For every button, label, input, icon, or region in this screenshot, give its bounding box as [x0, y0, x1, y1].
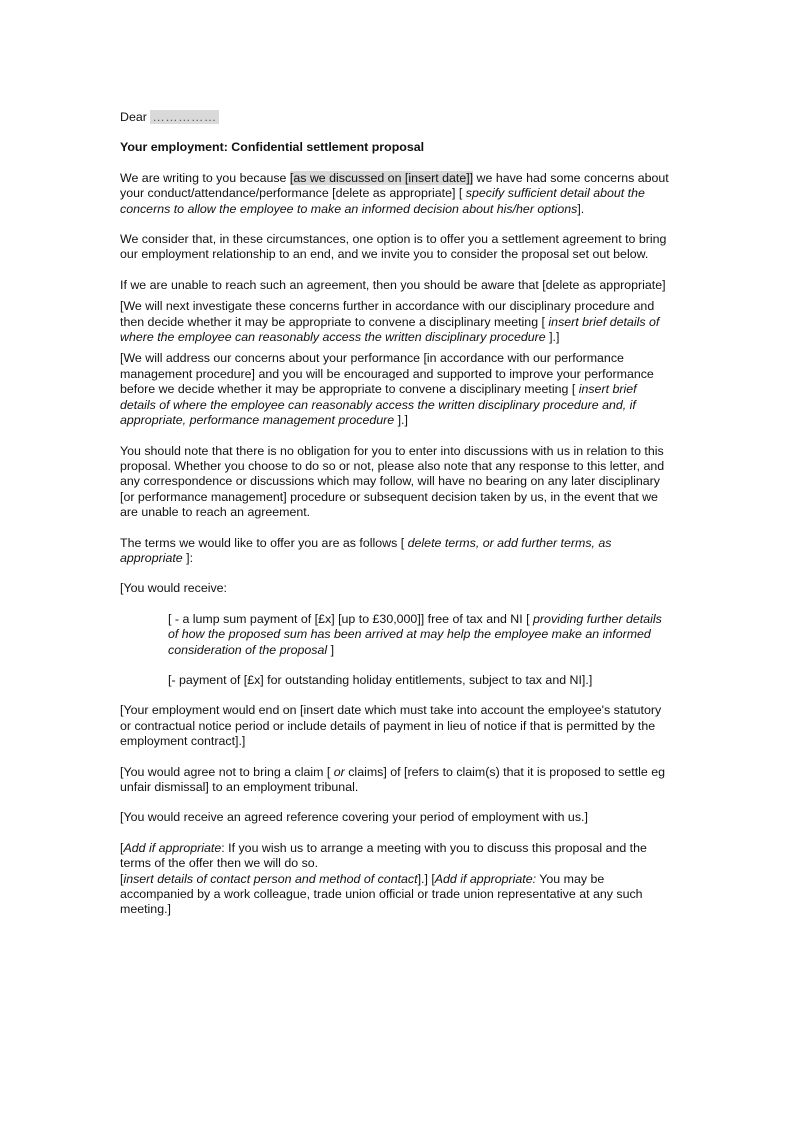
italic-instruction: delete terms, or add further terms, as appropriate: [120, 535, 612, 565]
text-run: [You would agree not to bring a claim [: [120, 764, 334, 779]
letter-subject: Your employment: Confidential settlement proposal: [120, 140, 425, 155]
letter-body: [120, 110, 675, 933]
highlighted-placeholder[interactable]: [as we discussed on [insert date]]: [289, 170, 474, 185]
italic-instruction: insert brief details of where the employee can reasonably access the written disciplinary procedure: [120, 314, 660, 345]
salutation: [120, 110, 675, 125]
text-run: ].]: [394, 413, 408, 428]
italic-instruction: specify sufficient detail about the concerns to allow the employee to make an informed decision about his/her options: [120, 186, 645, 216]
text-run: We are writing to you because: [120, 170, 290, 185]
paragraph-settlement-option: We consider that, in these circumstances, one option is to offer you a settlement agreement to bring our employment relationship to an end, and we invite you to consider the proposal set out below.: [120, 232, 667, 262]
italic-instruction: Add if appropriate:: [434, 871, 537, 886]
paragraph-contact: [120, 872, 675, 918]
text-run: ].] [: [417, 871, 435, 886]
paragraph-meeting: [120, 841, 675, 872]
text-run: ].: [577, 201, 585, 216]
italic-instruction: Add if appropriate: [123, 840, 222, 855]
paragraph-no-claim: [120, 765, 675, 796]
text-run: [We will next investigate these concerns further in accordance with our disciplinary procedure and then decide whether it may be appropriate to convene a disciplinary meeting [: [120, 299, 655, 329]
paragraph-performance-option: [120, 351, 675, 428]
paragraph-you-would-receive: [You would receive:: [120, 581, 227, 596]
text-run: You may be accompanied by a work colleague, trade union official or trade union representative at any such meeting.]: [120, 871, 643, 917]
paragraph-employment-end: [Your employment would end on [insert date which must take into account the employee's statutory or contractual notice period or include details of payment in lieu of notice if that is permitted by the employment contract].]: [120, 703, 662, 749]
recipient-name-placeholder[interactable]: ……………: [152, 110, 217, 124]
italic-instruction: providing further details of how the proposed sum has been arrived at may help the employee make an informed consideration of the proposal: [168, 611, 662, 657]
paragraph-terms-intro: [120, 536, 675, 567]
paragraph-if-unable: If we are unable to reach such an agreement, then you should be aware that [delete as appropriate]: [120, 277, 666, 292]
paragraph-reference: [You would receive an agreed reference covering your period of employment with us.]: [120, 810, 588, 825]
paragraph-no-obligation: You should note that there is no obligation for you to enter into discussions with us in relation to this proposal. Whether you choose to do so or not, please also note that any response to this letter, and any correspondence or discussions which may follow, will have no bearing on any later disciplinary [or performance management] procedure or subsequent decision taken by us, in the event that we are unable to reach an agreement.: [120, 443, 665, 520]
text-run: [We will address our concerns about your performance [in accordance with our performance management procedure] and you will be encouraged and supported to improve your performance before we decide whether it may be appropriate to convene a disciplinary meeting [: [120, 351, 654, 397]
text-run: : If you wish us to arrange a meeting with you to discuss this proposal and the terms of the offer then we will do so.: [120, 840, 647, 871]
text-run: we have had some concerns about your conduct/attendance/performance [delete as appropriate] [: [120, 170, 669, 201]
text-run: ]: [327, 642, 335, 657]
text-run: [: [120, 871, 124, 886]
text-run: The terms we would like to offer you are as follows [: [120, 535, 408, 550]
salutation-prefix: Dear: [120, 110, 147, 124]
term-lump-sum: [168, 612, 675, 658]
paragraph-disciplinary-option: [120, 299, 675, 345]
text-run: ].]: [545, 330, 560, 345]
term-holiday-payment: [- payment of [£x] for outstanding holiday entitlements, subject to tax and NI].]: [168, 672, 593, 687]
italic-word: or: [333, 764, 345, 779]
italic-instruction: insert brief details of where the employee can reasonably access the written disciplinary procedure and, if appropriate, performance management procedure: [120, 382, 637, 428]
text-run: [: [120, 840, 124, 855]
italic-instruction: insert details of contact person and method of contact: [123, 871, 418, 886]
paragraph-concerns: [120, 171, 675, 217]
text-run: [ - a lump sum payment of [£x] [up to £30,000]] free of tax and NI [: [168, 611, 534, 626]
text-run: claims] of [refers to claim(s) that it is proposed to settle eg unfair dismissal] to an employment tribunal.: [120, 764, 666, 794]
text-run: ]:: [182, 550, 194, 565]
